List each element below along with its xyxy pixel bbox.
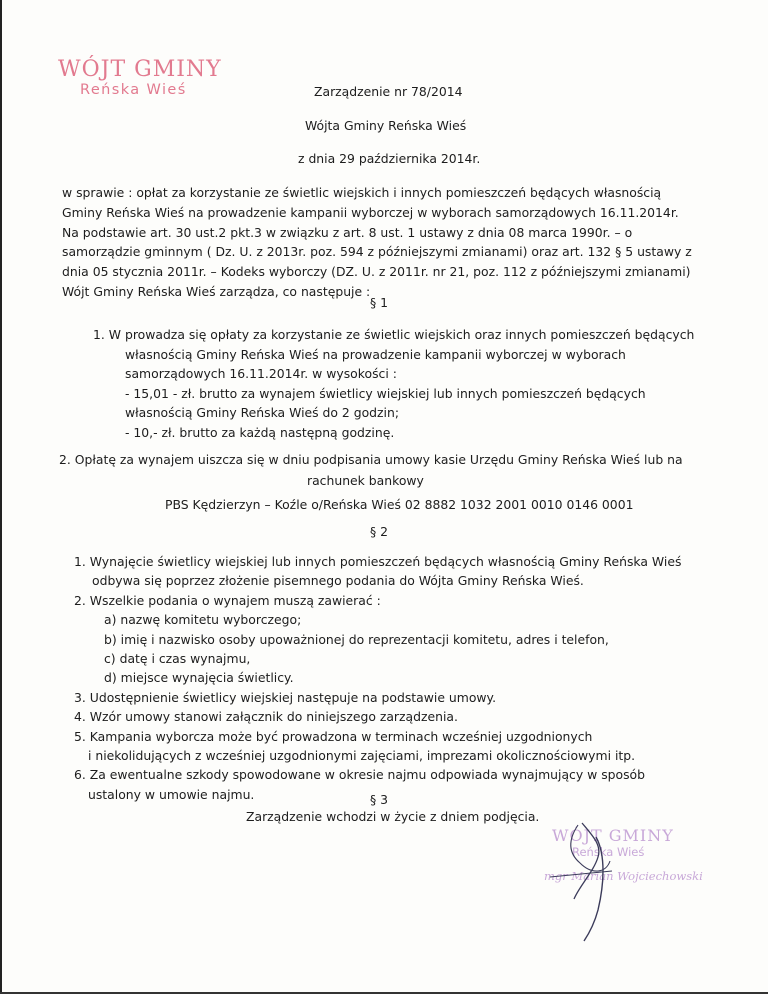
preamble-line: Wójt Gminy Reńska Wieś zarządza, co następuje : <box>62 283 371 299</box>
list-item: ustalony w umowie najmu. <box>88 786 255 802</box>
section1-item2 <box>59 449 683 491</box>
section1-item1 <box>93 325 694 442</box>
scan-edge-left <box>0 0 2 994</box>
list-item: i niekolidujących z wcześniej uzgodnionymi zajęciami, imprezami okolicznościowymi itp. <box>88 748 636 764</box>
section2-heading: § 2 <box>370 524 389 539</box>
signature-stamp-place: Reńska Wieś <box>572 845 645 859</box>
list-item: 1. W prowadza się opłaty za korzystanie ze świetlic wiejskich oraz innych pomieszczeń będących <box>93 327 695 342</box>
list-item: odbywa się poprzez złożenie pisemnego podania do Wójta Gminy Reńska Wieś. <box>92 573 584 589</box>
list-item: 3. Udostępnienie świetlicy wiejskiej następuje na podstawie umowy. <box>74 689 497 705</box>
list-item: własnością Gminy Reńska Wieś do 2 godzin; <box>125 405 400 420</box>
list-item: 5. Kampania wyborcza może być prowadzona w terminach wcześniej uzgodnionych <box>74 728 593 744</box>
preamble-line: w sprawie : opłat za korzystanie ze świetlic wiejskich i innych pomieszczeń będących własnością <box>62 185 662 200</box>
preamble <box>62 183 692 302</box>
list-item: c) datę i czas wynajmu, <box>104 651 251 667</box>
section2-list <box>74 552 681 804</box>
bank-account: PBS Kędzierzyn – Koźle o/Reńska Wieś 02 8882 1032 2001 0010 0146 0001 <box>165 497 634 512</box>
list-item: samorządowych 16.11.2014r. w wysokości : <box>125 366 397 381</box>
signature-stamp-title: WÓJT GMINY <box>552 826 674 845</box>
handwritten-signature <box>540 815 690 945</box>
list-item: własnością Gminy Reńska Wieś na prowadzenie kampanii wyborczej w wyborach <box>125 346 626 362</box>
preamble-line: dnia 05 stycznia 2011r. – Kodeks wyborczy (DZ. U. z 2011r. nr 21, poz. 112 z późniejszymi zmianami) <box>62 264 691 280</box>
office-stamp-place: Reńska Wieś <box>80 82 187 98</box>
preamble-line: Gminy Reńska Wieś na prowadzenie kampanii wyborczej w wyborach samorządowych 16.11.2014r. <box>62 204 679 220</box>
section3-text: Zarządzenie wchodzi w życie z dniem podjęcia. <box>246 809 540 824</box>
office-stamp-title: WÓJT GMINY <box>58 57 222 82</box>
list-item: 4. Wzór umowy stanowi załącznik do niniejszego zarządzenia. <box>74 709 458 725</box>
list-item: 2. Wszelkie podania o wynajem muszą zawierać : <box>74 592 381 608</box>
list-item: - 15,01 - zł. brutto za wynajem świetlicy wiejskiej lub innych pomieszczeń będących <box>125 385 646 401</box>
list-item: rachunek bankowy <box>307 473 424 488</box>
preamble-line: Na podstawie art. 30 ust.2 pkt.3 w związku z art. 8 ust. 1 ustawy z dnia 08 marca 1990r. – o <box>62 224 633 240</box>
document-title: Zarządzenie nr 78/2014 <box>314 84 463 99</box>
list-item: b) imię i nazwisko osoby upoważnionej do reprezentacji komitetu, adres i telefon, <box>104 631 609 647</box>
preamble-line: samorządzie gminnym ( Dz. U. z 2013r. poz. 594 z późniejszymi zmianami) oraz art. 132 § 5 ustawy z <box>62 244 692 260</box>
list-item: a) nazwę komitetu wyborczego; <box>104 612 302 628</box>
office-stamp <box>58 58 222 98</box>
section1-heading: § 1 <box>370 295 389 310</box>
list-item: 2. Opłatę za wynajem uiszcza się w dniu podpisania umowy kasie Urzędu Gminy Reńska Wieś lub na <box>59 452 683 467</box>
list-item: 6. Za ewentualne szkody spowodowane w okresie najmu odpowiada wynajmujący w sposób <box>74 767 646 783</box>
list-item: 1. Wynajęcie świetlicy wiejskiej lub innych pomieszczeń będących własnością Gminy Reńska Wieś <box>74 554 682 569</box>
list-item: - 10,- zł. brutto za każdą następną godzinę. <box>125 424 395 440</box>
section3-heading: § 3 <box>370 792 389 807</box>
document-issuer: Wójta Gminy Reńska Wieś <box>305 118 467 133</box>
signature-stamp-name: mgr Marian Wojciechowski <box>544 869 703 883</box>
document-date: z dnia 29 października 2014r. <box>298 151 481 166</box>
list-item: d) miejsce wynajęcia świetlicy. <box>104 670 294 686</box>
